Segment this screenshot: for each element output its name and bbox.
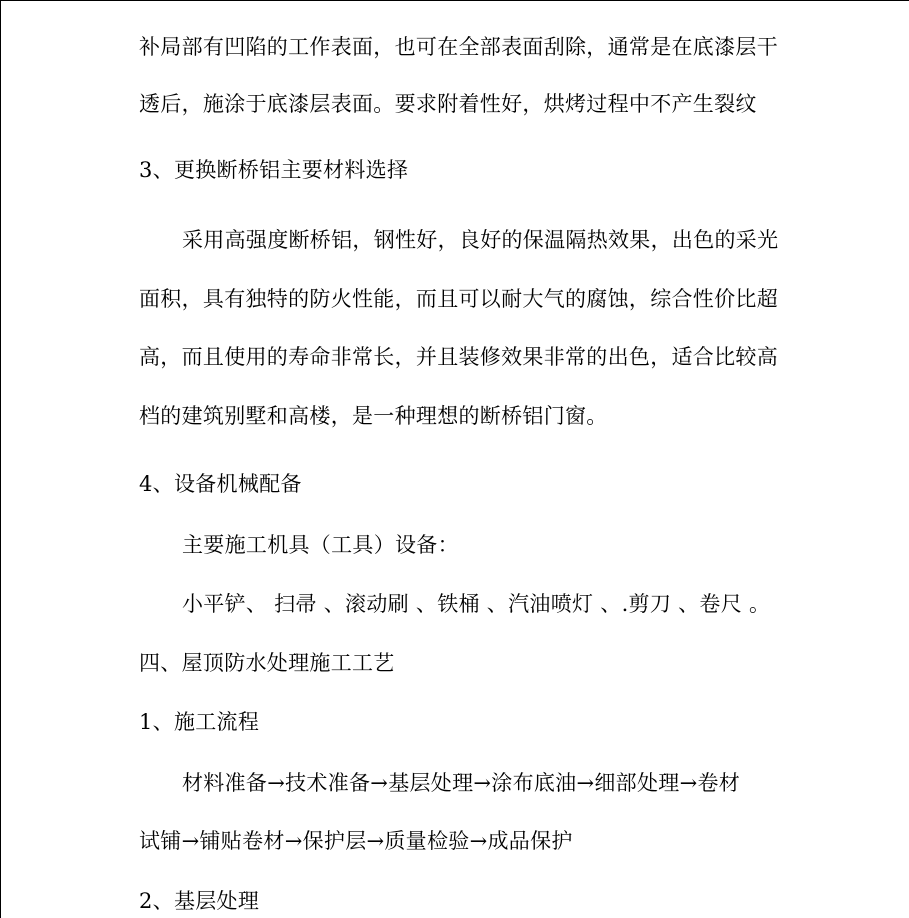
section-heading: 1、施工流程 bbox=[139, 710, 260, 734]
paragraph-line: 透后，施涂于底漆层表面。要求附着性好，烘烤过程中不产生裂纹 bbox=[139, 92, 757, 116]
paragraph-line: 档的建筑别墅和高楼，是一种理想的断桥铝门窗。 bbox=[139, 404, 608, 428]
paragraph-line: 面积，具有独特的防火性能，而且可以耐大气的腐蚀，综合性价比超 bbox=[139, 287, 778, 311]
section-heading: 4、设备机械配备 bbox=[139, 472, 302, 496]
paragraph-line: 高，而且使用的寿命非常长，并且装修效果非常的出色，适合比较高 bbox=[139, 345, 778, 369]
paragraph-line: 主要施工机具（工具）设备： bbox=[182, 533, 459, 557]
paragraph-line: 采用高强度断桥铝，钢性好，良好的保温隔热效果，出色的采光 bbox=[182, 228, 779, 252]
process-flow-line: 试铺→铺贴卷材→保护层→质量检验→成品保护 bbox=[139, 829, 573, 853]
section-heading: 3、更换断桥铝主要材料选择 bbox=[139, 158, 409, 182]
section-heading: 2、基层处理 bbox=[139, 889, 260, 913]
paragraph-line: 补局部有凹陷的工作表面，也可在全部表面刮除，通常是在底漆层干 bbox=[139, 35, 778, 59]
process-flow-line: 材料准备→技术准备→基层处理→涂布底油→细部处理→卷材 bbox=[182, 771, 741, 795]
tools-list-line: 小平铲、 扫帚 、滚动刷 、铁桶 、汽油喷灯 、.剪刀 、卷尺 。 bbox=[182, 592, 771, 616]
section-heading: 四、屋顶防水处理施工工艺 bbox=[139, 651, 395, 675]
